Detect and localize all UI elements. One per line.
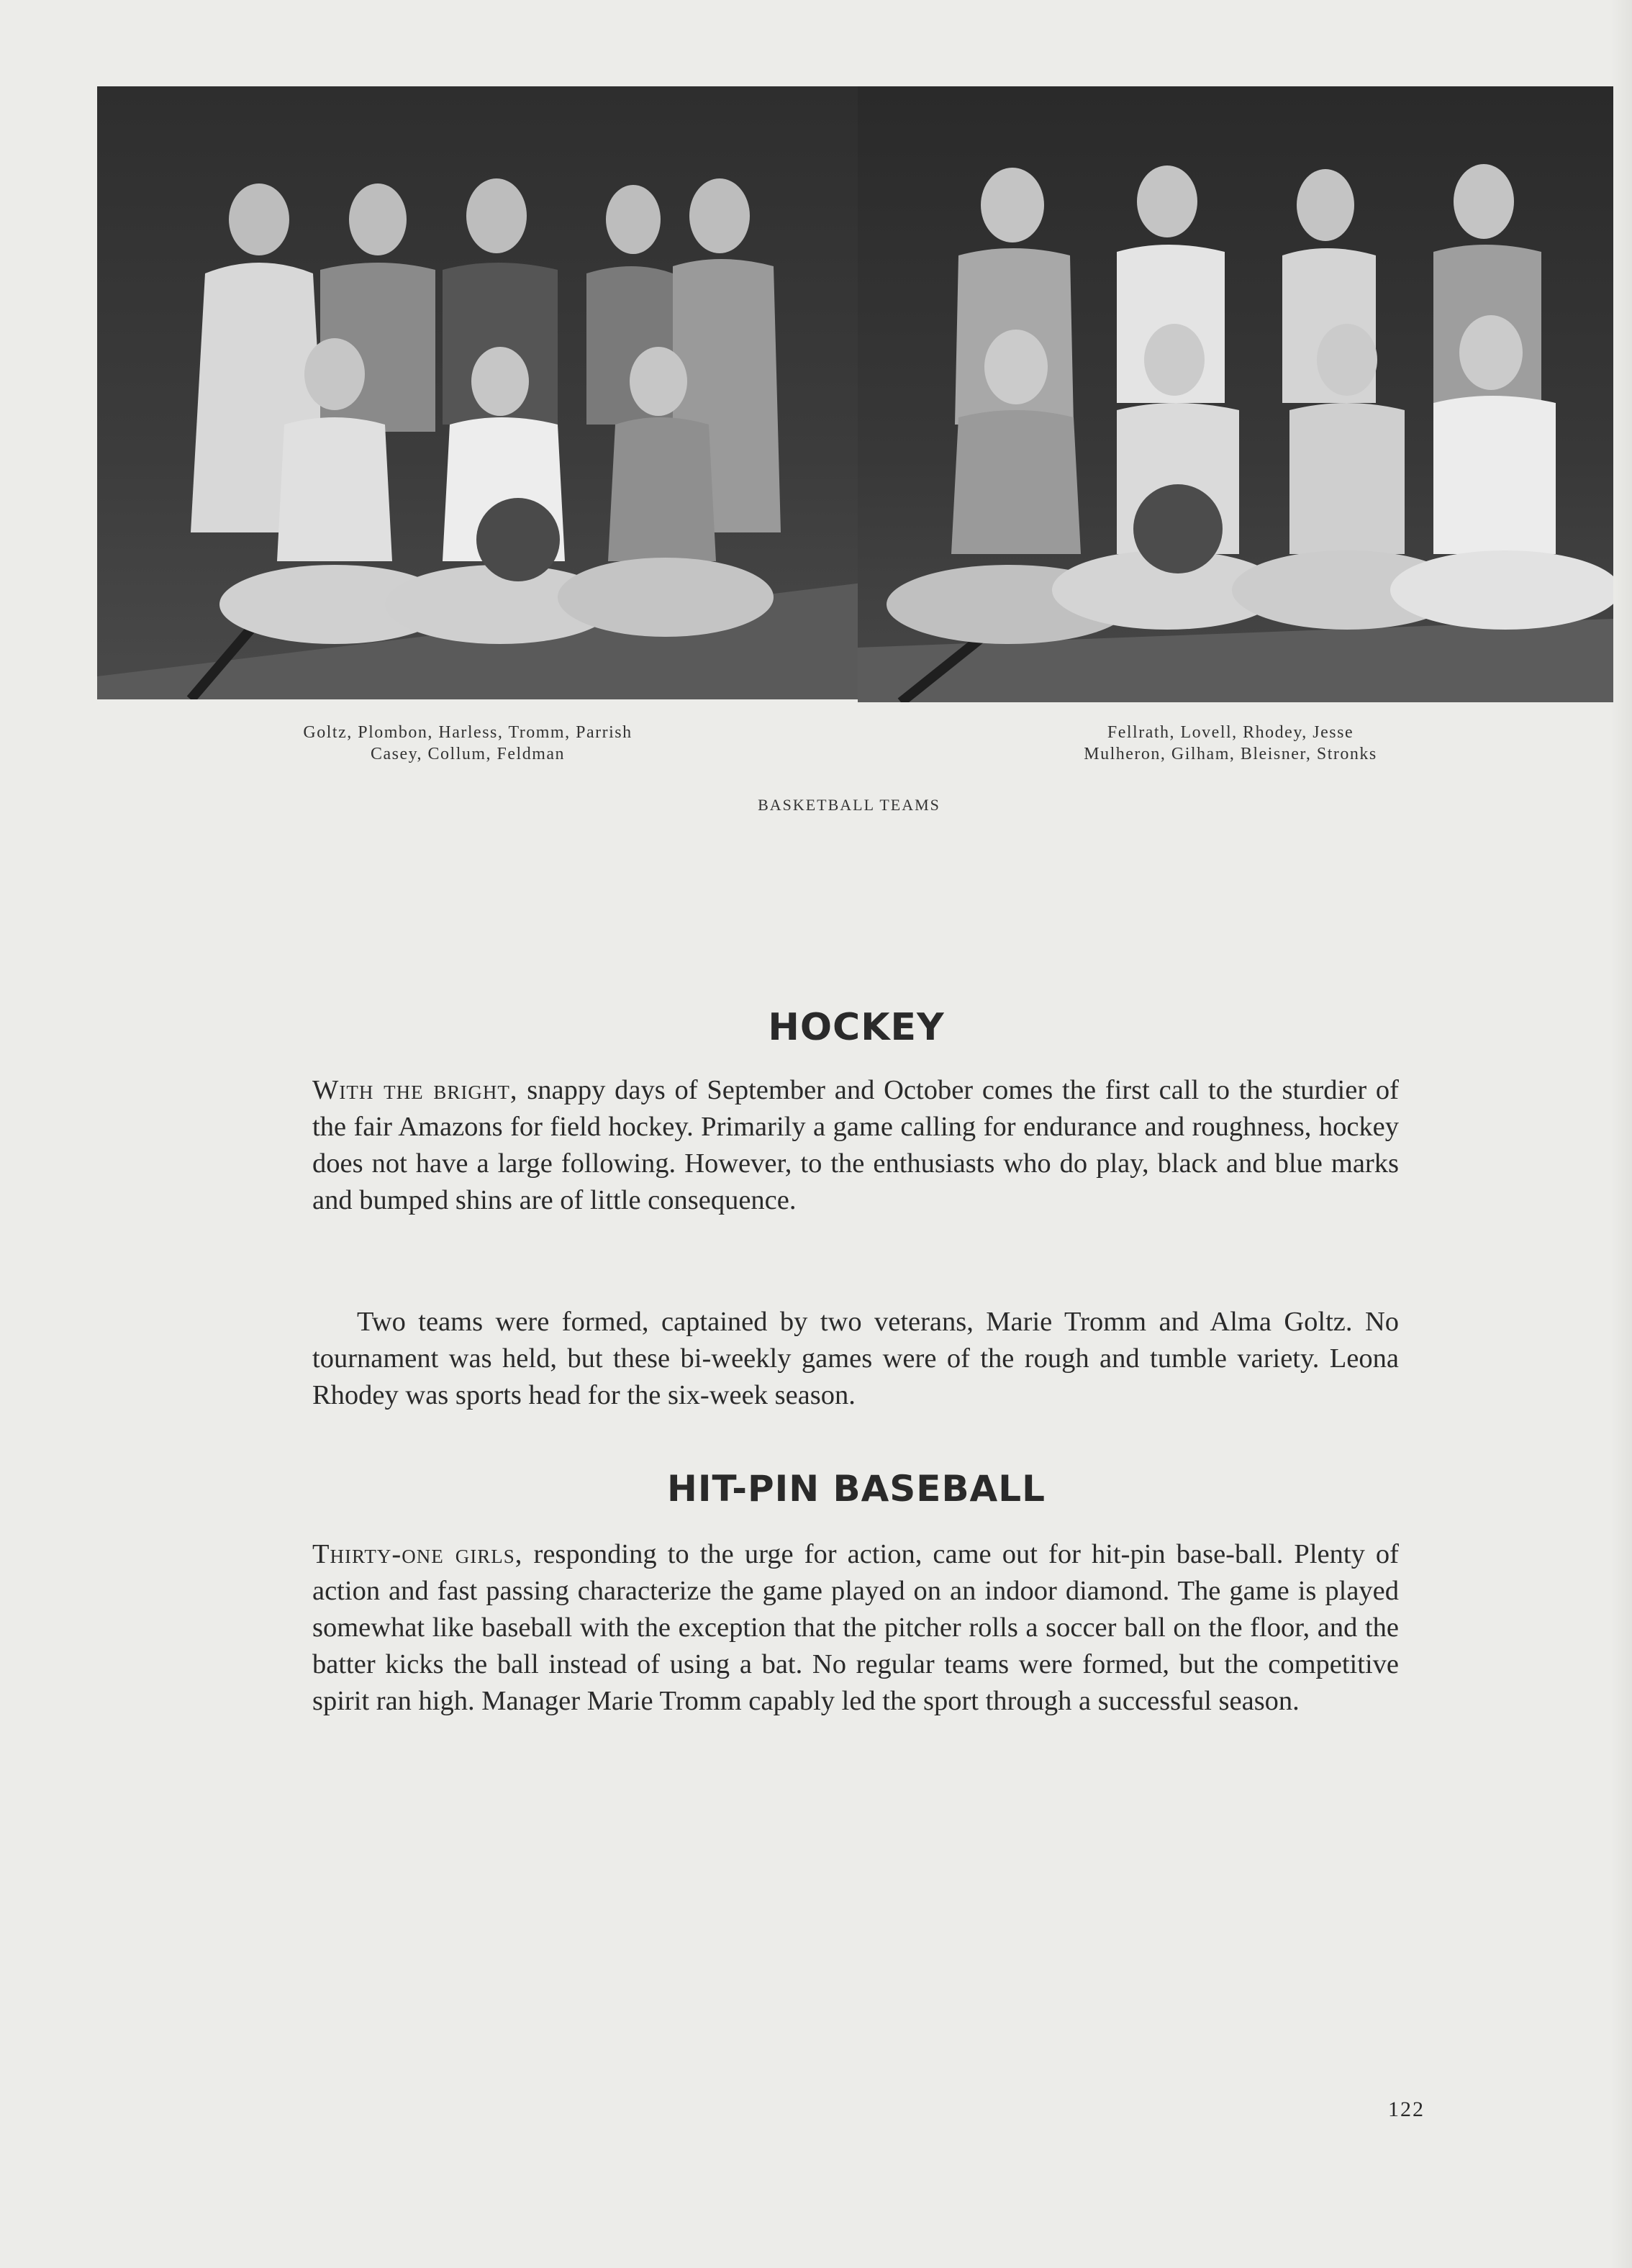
caption-right-line1: Fellrath, Lovell, Rhodey, Jesse bbox=[1107, 723, 1354, 742]
caption-right-team bbox=[1058, 722, 1403, 765]
hockey-paragraph-2 bbox=[312, 1304, 1399, 1414]
team-photo-left-graphic bbox=[97, 86, 862, 699]
caption-left-team bbox=[273, 722, 662, 765]
section-caption: BASKETBALL TEAMS bbox=[758, 796, 940, 814]
caption-right-line2: Mulheron, Gilham, Bleisner, Stronks bbox=[1084, 745, 1377, 763]
hockey-paragraph-1 bbox=[312, 1072, 1399, 1219]
caption-left-line1: Goltz, Plombon, Harless, Tromm, Parrish bbox=[303, 723, 633, 742]
page-number: 122 bbox=[1388, 2097, 1425, 2121]
hockey-heading: HOCKEY bbox=[768, 1006, 945, 1049]
hockey-paragraph-1-body: snappy days of September and October comes the first call to the sturdier of the fair Amazons for field hockey. Primarily a game calling for endurance and roughness, hockey does not have a large following. However, to the enthusiasts who do play, black and blue marks and bumped shins are of little consequence. bbox=[312, 1075, 1399, 1215]
hitpin-baseball-heading: HIT-PIN BASEBALL bbox=[667, 1468, 1046, 1510]
page-edge bbox=[1610, 0, 1632, 2268]
basketball-team-photo-left bbox=[97, 86, 862, 699]
hitpin-paragraph-1-body: responding to the urge for action, came out for hit-pin base-ball. Plenty of action and fast passing characterize the game played on an indoor diamond. The game is played somewhat like baseball with the exception that the pitcher rolls a soccer ball on the floor, and the batter kicks the ball instead of using a bat. No regular teams were formed, but the competitive spirit ran high. Manager Marie Tromm capably led the sport through a successful season. bbox=[312, 1539, 1399, 1716]
hitpin-paragraph-1 bbox=[312, 1536, 1399, 1720]
hitpin-lead-in: Thirty-one girls, bbox=[312, 1539, 523, 1569]
hockey-lead-in: With the bright, bbox=[312, 1075, 518, 1105]
basketball-team-photo-right bbox=[858, 86, 1613, 702]
hockey-paragraph-2-body: Two teams were formed, captained by two veterans, Marie Tromm and Alma Goltz. No tournament was held, but these bi-weekly games were of the rough and tumble variety. Leona Rhodey was sports head for the six-week season. bbox=[312, 1307, 1399, 1410]
team-photo-right-graphic bbox=[858, 86, 1613, 702]
caption-left-line2: Casey, Collum, Feldman bbox=[370, 745, 566, 763]
